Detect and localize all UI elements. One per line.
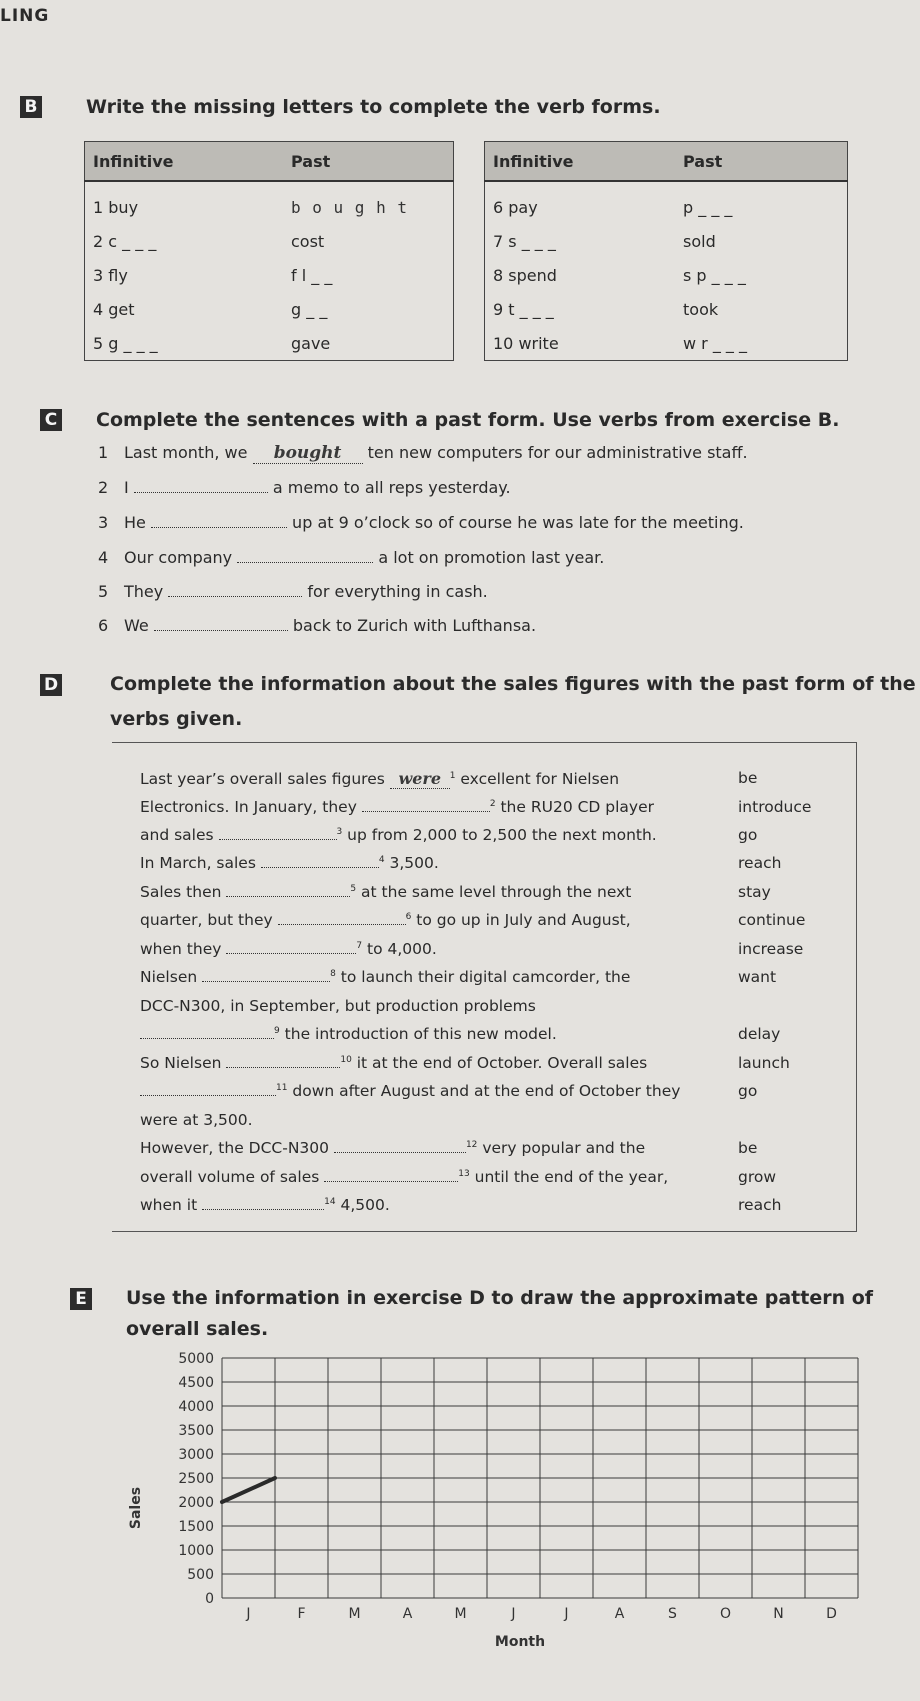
y-tick-label: 2000 [178,1495,214,1511]
sales-text-line [140,1168,668,1186]
x-tick-label: M [454,1606,467,1622]
verb-prompt: increase [738,940,804,958]
infinitive-cell: 1 buy [93,197,139,217]
x-tick-label: O [719,1606,732,1622]
section-d-letter: D [40,674,62,696]
sales-text-line [140,940,437,958]
gap-number: 14 [324,1196,336,1207]
sentence-prefix: They [124,582,169,601]
line-suffix: to go up in July and August, [411,911,631,929]
gap-number: 10 [340,1054,352,1065]
sentence-number: 6 [98,616,109,635]
answer-blank[interactable] [168,596,302,597]
verb-prompt: be [738,769,758,787]
sentence-6 [98,616,536,635]
infinitive-cell: 4 get [93,299,135,319]
sentence-prefix: Last month, we [124,443,253,462]
answer-blank-6[interactable] [278,924,406,925]
x-tick-label: D [826,1606,837,1622]
y-tick-label: 1500 [178,1519,214,1535]
sentence-3 [98,513,744,532]
infinitive-cell: 6 pay [493,197,538,217]
verb-prompt: continue [738,911,806,929]
verb-prompt: grow [738,1168,777,1186]
sales-text-line [140,911,631,929]
sales-text-line [140,769,619,789]
y-tick-label: 3000 [178,1447,214,1463]
line-prefix: Last year’s overall sales figures [140,770,390,788]
section-b-title: Write the missing letters to complete the verb forms. [86,96,661,118]
gap-number: 7 [356,940,363,951]
x-tick-label: S [668,1606,677,1622]
answer-blank-2[interactable] [362,811,490,812]
answer-blank-8[interactable] [202,981,330,982]
verb-prompt: stay [738,883,771,901]
y-tick-label: 2500 [178,1471,214,1487]
line-prefix: when they [140,940,227,958]
sales-text-line [140,883,631,901]
answer-blank[interactable] [154,630,288,631]
sentence-suffix: a memo to all reps yesterday. [267,478,511,497]
gap-number: 1 [449,770,456,781]
answer-blank-11[interactable] [140,1095,276,1096]
past-cell: took [683,299,719,319]
sales-text-line [140,968,630,986]
x-tick-label: J [564,1606,569,1622]
line-prefix: quarter, but they [140,911,278,929]
gap-number: 9 [274,1025,280,1036]
past-cell: cost [291,231,325,251]
line-suffix: 4,500. [335,1196,390,1214]
sentence-4 [98,548,604,567]
sales-text-line [140,854,439,872]
line-prefix: were at 3,500. [140,1111,253,1129]
sentence-prefix: We [124,616,154,635]
past-cell[interactable]: w r _ _ _ [683,333,748,353]
x-tick-label: A [614,1606,625,1622]
line-suffix: it at the end of October. Overall sales [351,1054,648,1072]
sales-text-line [140,798,654,816]
x-tick-label: F [297,1606,306,1622]
col-header-past: Past [675,142,848,182]
sentence-prefix: Our company [124,548,238,567]
verb-prompt: go [738,826,758,844]
sales-text-line [140,1139,645,1157]
infinitive-cell[interactable]: 7 s _ _ _ [493,231,556,251]
verb-prompt: go [738,1082,758,1100]
sales-text-line [140,1082,680,1100]
sales-text-line [140,1054,647,1072]
sentence-number: 3 [98,513,109,532]
gap-number: 6 [405,911,412,922]
past-cell[interactable]: s p _ _ _ [683,265,746,285]
past-cell[interactable]: f l _ _ [291,265,333,285]
line-prefix: So Nielsen [140,1054,227,1072]
sales-series-line [222,1478,275,1502]
line-suffix: the introduction of this new model. [279,1025,557,1043]
col-header-infinitive: Infinitive [85,142,284,182]
sales-text-line [140,1025,557,1043]
verb-prompt: be [738,1139,758,1157]
past-cell[interactable]: p _ _ _ [683,197,733,217]
gap-number: 12 [465,1139,478,1150]
answer-blank-3[interactable] [219,839,337,840]
answer-blank-9[interactable] [140,1038,274,1039]
verb-prompt: launch [738,1054,790,1072]
infinitive-cell[interactable]: 2 c _ _ _ [93,231,157,251]
sales-text-line [140,1111,253,1129]
sales-chart[interactable] [110,1346,870,1686]
sentence-2 [98,478,511,497]
x-tick-label: J [246,1606,251,1622]
y-tick-label: 5000 [178,1351,214,1367]
answer-blank-5[interactable] [226,896,350,897]
line-suffix: to 4,000. [362,940,437,958]
line-suffix: at the same level through the next [356,883,632,901]
sentence-number: 1 [98,443,109,462]
y-axis-label: Sales [128,1486,144,1530]
line-suffix: the RU20 CD player [495,798,655,816]
y-tick-label: 1000 [178,1543,214,1559]
line-prefix: and sales [140,826,219,844]
sentence-suffix: up at 9 o’clock so of course he was late for the meeting. [286,513,744,532]
page-header-fragment: LING [0,6,50,26]
verb-prompt: want [738,968,777,986]
past-cell[interactable]: g _ _ [291,299,328,319]
verb-table-right [484,141,848,361]
answer-blank-13[interactable] [324,1181,458,1182]
answer-blank-10[interactable] [226,1067,340,1068]
gap-number: 4 [378,854,385,865]
line-prefix: overall volume of sales [140,1168,325,1186]
gap-number: 3 [336,826,343,837]
verb-prompt: delay [738,1025,781,1043]
line-prefix: when it [140,1196,203,1214]
section-e-title-line1: Use the information in exercise D to draw the approximate pattern of [126,1287,874,1309]
sentence-suffix: for everything in cash. [302,582,488,601]
past-cell: gave [291,333,331,353]
infinitive-cell: 10 write [493,333,559,353]
sentence-number: 4 [98,548,109,567]
answer-blank[interactable] [237,562,373,563]
answer-blank-12[interactable] [334,1152,466,1153]
x-tick-label: J [511,1606,516,1622]
section-e-letter: E [70,1288,92,1310]
line-suffix: to launch their digital camcorder, the [335,968,631,986]
line-suffix: very popular and the [477,1139,646,1157]
infinitive-cell[interactable]: 9 t _ _ _ [493,299,554,319]
section-e-title-line2: overall sales. [126,1318,269,1340]
verb-prompt: introduce [738,798,812,816]
line-prefix: DCC-N300, in September, but production problems [140,997,536,1015]
x-axis-label: Month [494,1634,546,1650]
y-tick-label: 0 [205,1591,214,1607]
verb-prompt: reach [738,1196,782,1214]
x-tick-label: M [348,1606,361,1622]
section-c-title: Complete the sentences with a past form. Use verbs from exercise B. [96,409,840,431]
line-prefix: Electronics. In January, they [140,798,362,816]
y-tick-label: 3500 [178,1423,214,1439]
section-d-title-line2: verbs given. [110,708,243,730]
sentence-5 [98,582,488,601]
line-prefix: However, the DCC-N300 [140,1139,334,1157]
answer-blank-7[interactable] [226,953,356,954]
sentence-1 [98,443,748,464]
line-suffix: up from 2,000 to 2,500 the next month. [342,826,657,844]
y-tick-label: 4500 [178,1375,214,1391]
past-cell[interactable]: b o u g h t [291,197,408,217]
y-tick-label: 500 [187,1567,214,1583]
sentence-suffix: back to Zurich with Lufthansa. [287,616,537,635]
sales-text-line [140,1196,390,1214]
sales-text-line [140,826,657,844]
past-cell: sold [683,231,716,251]
answer-blank-4[interactable] [261,867,379,868]
gap-number: 2 [489,798,496,809]
section-b-letter: B [20,96,42,118]
sentence-prefix: He [124,513,151,532]
section-d-title-line1: Complete the information about the sales figures with the past form of the [110,673,916,695]
y-tick-label: 4000 [178,1399,214,1415]
sentence-number: 5 [98,582,109,601]
sales-text-line [140,997,536,1015]
line-suffix: 3,500. [384,854,439,872]
answer-blank[interactable] [134,492,268,493]
infinitive-cell[interactable]: 5 g _ _ _ [93,333,158,353]
answer-blank[interactable] [151,527,287,528]
gap-number: 13 [458,1168,470,1179]
col-header-past: Past [283,142,454,182]
sentence-prefix: I [124,478,134,497]
sentence-number: 2 [98,478,109,497]
verb-prompt: reach [738,854,782,872]
x-tick-label: A [402,1606,413,1622]
gap-number: 8 [330,968,336,979]
section-c-letter: C [40,409,62,431]
answer-blank-14[interactable] [202,1209,324,1210]
gap-number: 11 [276,1082,288,1093]
sentence-suffix: a lot on promotion last year. [373,548,605,567]
infinitive-cell: 8 spend [493,265,557,285]
line-suffix: until the end of the year, [469,1168,669,1186]
sentence-suffix: ten new computers for our administrative staff. [362,443,748,462]
answer-blank-1[interactable]: were [390,769,450,789]
infinitive-cell: 3 fly [93,265,128,285]
line-suffix: excellent for Nielsen [455,770,620,788]
line-prefix: In March, sales [140,854,261,872]
line-suffix: down after August and at the end of October they [287,1082,681,1100]
line-prefix: Nielsen [140,968,203,986]
gap-number: 5 [350,883,357,894]
line-prefix: Sales then [140,883,227,901]
x-tick-label: N [773,1606,784,1622]
col-header-infinitive: Infinitive [485,142,676,182]
answer-blank[interactable]: bought [253,443,363,464]
verb-table-left [84,141,454,361]
